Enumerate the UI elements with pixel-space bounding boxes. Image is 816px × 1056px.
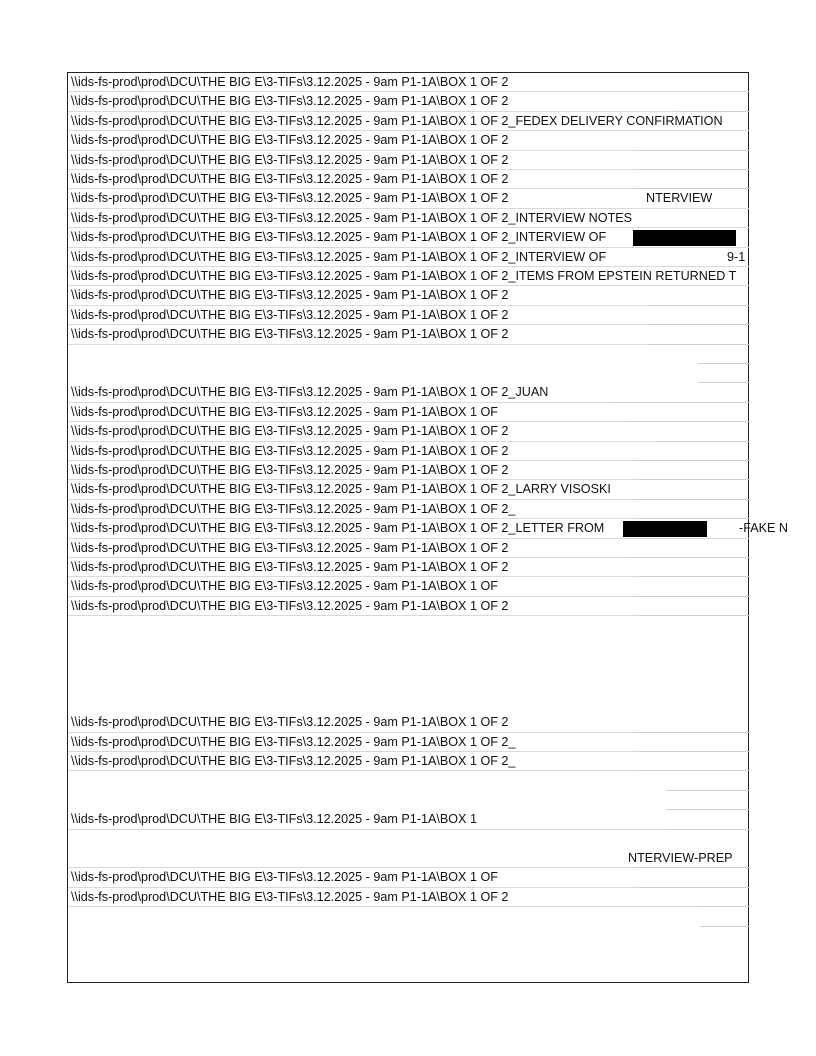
file-path-text: \\ids-fs-prod\prod\DCU\THE BIG E\3-TIFs\3.12.2025 - 9am P1-1A\BOX 1 OF 2_ xyxy=(71,754,516,768)
file-path-text: \\ids-fs-prod\prod\DCU\THE BIG E\3-TIFs\3.12.2025 - 9am P1-1A\BOX 1 OF 2_ITEMS FROM EPSTEIN RETURNED T xyxy=(71,269,737,283)
table-row xyxy=(68,306,750,325)
cell-border-fragment xyxy=(638,732,750,733)
cell-border-fragment xyxy=(648,305,750,306)
file-path-text: \\ids-fs-prod\prod\DCU\THE BIG E\3-TIFs\3.12.2025 - 9am P1-1A\BOX 1 OF 2_LETTER FROM xyxy=(71,521,605,536)
trailing-text: NTERVIEW xyxy=(646,191,713,206)
file-path-text: \\ids-fs-prod\prod\DCU\THE BIG E\3-TIFs\3.12.2025 - 9am P1-1A\BOX 1 OF 2 xyxy=(71,443,509,458)
file-path-text: \\ids-fs-prod\prod\DCU\THE BIG E\3-TIFs\3.12.2025 - 9am P1-1A\BOX 1 OF xyxy=(71,870,498,885)
file-path-text: \\ids-fs-prod\prod\DCU\THE BIG E\3-TIFs\3.12.2025 - 9am P1-1A\BOX 1 OF 2 xyxy=(71,327,509,342)
table-row xyxy=(68,616,750,635)
table-row xyxy=(68,791,750,810)
table-row xyxy=(68,325,750,344)
table-row xyxy=(68,131,750,150)
cell-border-fragment xyxy=(638,169,750,170)
file-path-text: \\ids-fs-prod\prod\DCU\THE BIG E\3-TIFs\3.12.2025 - 9am P1-1A\BOX 1 OF 2 xyxy=(71,598,509,613)
table-row xyxy=(68,636,750,655)
cell-border-fragment xyxy=(638,518,750,519)
table-row xyxy=(68,383,750,402)
file-path-text: \\ids-fs-prod\prod\DCU\THE BIG E\3-TIFs\3.12.2025 - 9am P1-1A\BOX 1 OF 2 xyxy=(71,424,509,439)
cell-border-fragment xyxy=(636,596,750,597)
file-path-text: \\ids-fs-prod\prod\DCU\THE BIG E\3-TIFs\3.12.2025 - 9am P1-1A\BOX 1 OF 2 xyxy=(71,463,509,477)
cell-border-fragment xyxy=(613,402,750,403)
table-row xyxy=(68,868,750,887)
table-row xyxy=(68,849,750,868)
table-row xyxy=(68,442,750,461)
table-row xyxy=(68,267,750,286)
table-row xyxy=(68,286,750,305)
table-row xyxy=(68,422,750,441)
table-row xyxy=(68,946,750,965)
table-row xyxy=(68,92,750,111)
cell-border-fragment xyxy=(628,421,750,422)
cell-border-fragment xyxy=(638,751,750,752)
file-path-text: \\ids-fs-prod\prod\DCU\THE BIG E\3-TIFs\3.12.2025 - 9am P1-1A\BOX 1 OF 2_LARRY VISOSKI xyxy=(71,482,611,497)
table-row xyxy=(68,345,750,364)
file-path-text: \\ids-fs-prod\prod\DCU\THE BIG E\3-TIFs\3.12.2025 - 9am P1-1A\BOX 1 OF 2 xyxy=(71,307,509,322)
table-row xyxy=(68,655,750,674)
cell-border-fragment xyxy=(700,926,750,927)
cell-border-fragment xyxy=(700,906,750,907)
cell-border-fragment xyxy=(638,460,750,461)
table-row xyxy=(68,713,750,732)
redaction-bar xyxy=(623,521,707,537)
file-path-text: \\ids-fs-prod\prod\DCU\THE BIG E\3-TIFs\3.12.2025 - 9am P1-1A\BOX 1 OF 2 xyxy=(71,133,509,148)
cell-border-fragment xyxy=(666,829,750,830)
file-path-text: \\ids-fs-prod\prod\DCU\THE BIG E\3-TIFs\3.12.2025 - 9am P1-1A\BOX 1 OF 2_INTERVIEW OF xyxy=(71,249,607,264)
file-path-text: \\ids-fs-prod\prod\DCU\THE BIG E\3-TIFs\3.12.2025 - 9am P1-1A\BOX 1 OF 2_JUAN xyxy=(71,385,549,400)
table-row xyxy=(68,539,750,558)
table-row xyxy=(68,597,750,616)
cell-border-fragment xyxy=(678,111,750,112)
redaction-bar xyxy=(633,230,736,246)
table-row xyxy=(68,733,750,752)
table-row xyxy=(68,694,750,713)
file-path-text: \\ids-fs-prod\prod\DCU\THE BIG E\3-TIFs\3.12.2025 - 9am P1-1A\BOX 1 OF 2 xyxy=(71,560,509,574)
table-row xyxy=(68,403,750,422)
trailing-text: -FAKE N xyxy=(739,521,788,536)
file-path-text: \\ids-fs-prod\prod\DCU\THE BIG E\3-TIFs\3.12.2025 - 9am P1-1A\BOX 1 OF 2 xyxy=(71,75,509,89)
table-row xyxy=(68,771,750,790)
file-path-text: \\ids-fs-prod\prod\DCU\THE BIG E\3-TIFs\3.12.2025 - 9am P1-1A\BOX 1 OF 2 xyxy=(71,94,509,109)
file-path-text: \\ids-fs-prod\prod\DCU\THE BIG E\3-TIFs\3.12.2025 - 9am P1-1A\BOX 1 OF 2_ xyxy=(71,501,516,516)
cell-border-fragment xyxy=(638,188,750,189)
table-row xyxy=(68,228,750,247)
table-row xyxy=(68,927,750,946)
trailing-text: 9-1 xyxy=(727,249,746,264)
cell-border-fragment xyxy=(666,809,750,810)
table-row xyxy=(68,248,750,267)
file-path-text: \\ids-fs-prod\prod\DCU\THE BIG E\3-TIFs\3.12.2025 - 9am P1-1A\BOX 1 OF 2_INTERVIEW NOTES xyxy=(71,210,633,225)
table-row xyxy=(68,888,750,907)
cell-border-fragment xyxy=(698,363,750,364)
file-path-text: \\ids-fs-prod\prod\DCU\THE BIG E\3-TIFs\3.12.2025 - 9am P1-1A\BOX 1 OF 2 xyxy=(71,191,509,206)
file-path-text: \\ids-fs-prod\prod\DCU\THE BIG E\3-TIFs\3.12.2025 - 9am P1-1A\BOX 1 xyxy=(71,812,477,827)
table-row xyxy=(68,189,750,208)
file-path-text: \\ids-fs-prod\prod\DCU\THE BIG E\3-TIFs\3.12.2025 - 9am P1-1A\BOX 1 OF 2 xyxy=(71,152,509,167)
file-path-text: \\ids-fs-prod\prod\DCU\THE BIG E\3-TIFs\3.12.2025 - 9am P1-1A\BOX 1 OF 2_ xyxy=(71,734,516,749)
trailing-text: NTERVIEW-PREP xyxy=(628,851,733,865)
cell-border-fragment xyxy=(638,770,750,771)
file-path-text: \\ids-fs-prod\prod\DCU\THE BIG E\3-TIFs\3.12.2025 - 9am P1-1A\BOX 1 OF 2_INTERVIEW OF xyxy=(71,230,607,245)
cell-border-fragment xyxy=(638,867,750,868)
table-row xyxy=(68,907,750,926)
file-path-text: \\ids-fs-prod\prod\DCU\THE BIG E\3-TIFs\3.12.2025 - 9am P1-1A\BOX 1 OF 2 xyxy=(71,172,509,186)
table-row xyxy=(68,500,750,519)
table-row xyxy=(68,73,750,92)
table-row xyxy=(68,830,750,849)
cell-border-fragment xyxy=(656,441,750,442)
file-path-text: \\ids-fs-prod\prod\DCU\THE BIG E\3-TIFs\3.12.2025 - 9am P1-1A\BOX 1 OF 2 xyxy=(71,288,509,303)
table-row xyxy=(68,461,750,480)
file-path-text: \\ids-fs-prod\prod\DCU\THE BIG E\3-TIFs\3.12.2025 - 9am P1-1A\BOX 1 OF 2_FEDEX DELIVERY CONFIRMATION xyxy=(71,113,723,128)
file-path-text: \\ids-fs-prod\prod\DCU\THE BIG E\3-TIFs\3.12.2025 - 9am P1-1A\BOX 1 OF 2 xyxy=(71,540,509,555)
file-path-text: \\ids-fs-prod\prod\DCU\THE BIG E\3-TIFs\3.12.2025 - 9am P1-1A\BOX 1 OF xyxy=(71,579,498,594)
table-row xyxy=(68,577,750,596)
table-row xyxy=(68,170,750,189)
cell-border-fragment xyxy=(666,790,750,791)
table-row xyxy=(68,752,750,771)
cell-border-fragment xyxy=(648,344,750,345)
file-path-text: \\ids-fs-prod\prod\DCU\THE BIG E\3-TIFs\3.12.2025 - 9am P1-1A\BOX 1 OF 2 xyxy=(71,715,509,730)
table-row xyxy=(68,112,750,131)
cell-border-fragment xyxy=(638,499,750,500)
table-row xyxy=(68,209,750,228)
cell-border-fragment xyxy=(698,382,750,383)
table-row xyxy=(68,558,750,577)
cell-border-fragment xyxy=(638,150,750,151)
table-row xyxy=(68,674,750,693)
file-listing-table xyxy=(67,72,788,983)
cell-border-fragment xyxy=(638,479,750,480)
cell-border-fragment xyxy=(626,557,750,558)
cell-border-fragment xyxy=(638,615,750,616)
file-path-text: \\ids-fs-prod\prod\DCU\THE BIG E\3-TIFs\3.12.2025 - 9am P1-1A\BOX 1 OF 2 xyxy=(71,889,509,904)
table-row xyxy=(68,810,750,829)
cell-border-fragment xyxy=(638,887,750,888)
file-path-text: \\ids-fs-prod\prod\DCU\THE BIG E\3-TIFs\3.12.2025 - 9am P1-1A\BOX 1 OF xyxy=(71,404,498,419)
table-row xyxy=(68,519,788,538)
cell-border-fragment xyxy=(648,324,750,325)
table-row xyxy=(68,151,750,170)
table-row xyxy=(68,364,750,383)
cell-border-fragment xyxy=(638,576,750,577)
table-row xyxy=(68,480,750,499)
